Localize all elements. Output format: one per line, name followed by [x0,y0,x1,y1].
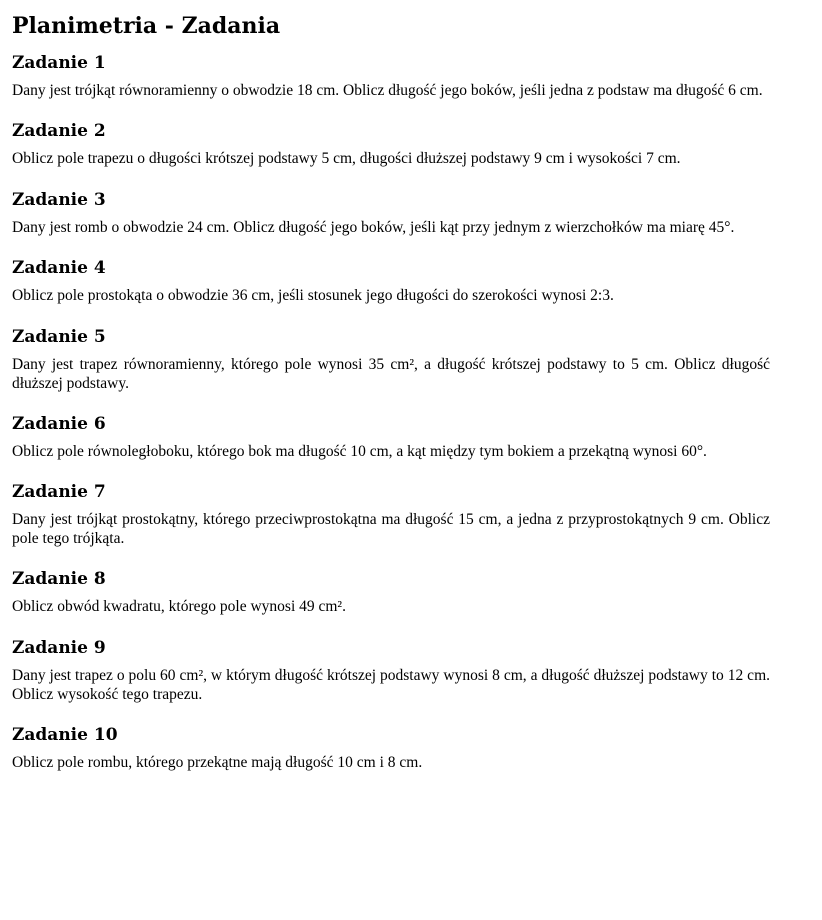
task-heading: Zadanie 9 [12,638,106,658]
task-heading: Zadanie 4 [12,258,106,278]
task-text: Oblicz pole rombu, którego przekątne mają długość 10 cm i 8 cm. [12,754,423,771]
task-heading: Zadanie 7 [12,482,106,502]
document-title: Planimetria - Zadania [12,13,281,39]
task-heading: Zadanie 5 [12,327,106,347]
task-heading: Zadanie 6 [12,414,106,434]
task-7 [12,481,810,548]
task-9 [12,637,810,704]
task-text: Dany jest trójkąt równoramienny o obwodzie 18 cm. Oblicz długość jego boków, jeśli jedna z podstaw ma długość 6 cm. [12,82,763,99]
task-2 [12,120,810,168]
task-text: Dany jest trapez równoramienny, którego pole wynosi 35 cm², a długość krótszej podstawy to 5 cm. Oblicz długość dłuższej podstawy. [12,356,770,392]
task-text: Dany jest trójkąt prostokątny, którego przeciwprostokątna ma długość 15 cm, a jedna z przyprostokątnych 9 cm. Oblicz pole tego trójkąta. [12,511,770,547]
task-heading: Zadanie 1 [12,53,106,73]
task-text: Dany jest trapez o polu 60 cm², w którym długość krótszej podstawy wynosi 8 cm, a długość dłuższej podstawy to 12 cm. Oblicz wysokość tego trapezu. [12,667,770,703]
task-10 [12,724,810,772]
task-text: Oblicz obwód kwadratu, którego pole wynosi 49 cm². [12,598,346,615]
task-4 [12,257,810,305]
task-heading: Zadanie 3 [12,190,106,210]
task-text: Oblicz pole równoległoboku, którego bok ma długość 10 cm, a kąt między tym bokiem a przekątną wynosi 60°. [12,443,707,460]
task-heading: Zadanie 10 [12,725,118,745]
task-text: Oblicz pole prostokąta o obwodzie 36 cm, jeśli stosunek jego długości do szerokości wynosi 2:3. [12,287,614,304]
task-1 [12,52,810,100]
task-text: Oblicz pole trapezu o długości krótszej podstawy 5 cm, długości dłuższej podstawy 9 cm i wysokości 7 cm. [12,150,681,167]
task-6 [12,413,810,461]
task-heading: Zadanie 8 [12,569,106,589]
task-8 [12,568,810,616]
task-heading: Zadanie 2 [12,121,106,141]
task-3 [12,189,810,237]
task-5 [12,326,810,393]
task-text: Dany jest romb o obwodzie 24 cm. Oblicz długość jego boków, jeśli kąt przy jednym z wierzchołków ma miarę 45°. [12,219,735,236]
